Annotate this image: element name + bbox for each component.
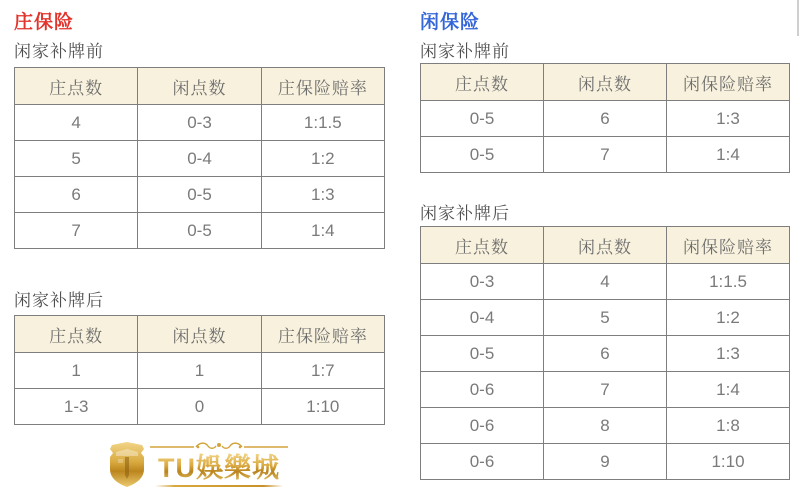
cell-banker-points: 1 (15, 353, 138, 389)
col-player-points: 闲点数 (544, 227, 667, 264)
table-row (421, 336, 790, 372)
cell-banker-points: 5 (15, 141, 138, 177)
cell-banker-points: 0-3 (421, 264, 544, 300)
col-player-points: 闲点数 (544, 64, 667, 101)
cell-odds: 1:1.5 (261, 105, 384, 141)
cell-odds: 1:4 (667, 137, 790, 173)
cell-odds: 1:8 (667, 408, 790, 444)
table-row (15, 105, 385, 141)
table-row (15, 141, 385, 177)
table-row (15, 353, 385, 389)
shield-icon (106, 439, 148, 488)
cell-odds: 1:4 (261, 213, 384, 249)
table-row (421, 444, 790, 480)
table-row (421, 101, 790, 137)
table-header-row (15, 316, 385, 353)
banker-after-draw-table (14, 315, 385, 425)
cell-player-points: 7 (544, 137, 667, 173)
banker-before-draw-table (14, 67, 385, 249)
brand-logo (106, 439, 288, 488)
cell-banker-points: 7 (15, 213, 138, 249)
table-header-row (421, 227, 790, 264)
cell-banker-points: 6 (15, 177, 138, 213)
player-before-draw-label: 闲家补牌前 (420, 42, 510, 61)
cell-banker-points: 0-5 (421, 101, 544, 137)
cell-player-points: 8 (544, 408, 667, 444)
cell-banker-points: 4 (15, 105, 138, 141)
table-row (15, 213, 385, 249)
table-header-row (15, 68, 385, 105)
cell-player-points: 7 (544, 372, 667, 408)
flourish-ornament-icon (150, 440, 288, 453)
cell-player-points: 0-4 (138, 141, 261, 177)
logo-text-block (150, 440, 288, 487)
cell-odds: 1:1.5 (667, 264, 790, 300)
logo-underline (155, 485, 283, 487)
cell-banker-points: 0-5 (421, 336, 544, 372)
cell-odds: 1:3 (667, 101, 790, 137)
cell-odds: 1:10 (261, 389, 384, 425)
table-row (421, 372, 790, 408)
col-odds: 庄保险赔率 (261, 68, 384, 105)
cell-player-points: 5 (544, 300, 667, 336)
cell-player-points: 9 (544, 444, 667, 480)
table-row (421, 264, 790, 300)
page-edge-line (797, 0, 799, 36)
cell-banker-points: 1-3 (15, 389, 138, 425)
cell-banker-points: 0-6 (421, 444, 544, 480)
col-banker-points: 庄点数 (421, 64, 544, 101)
table-row (15, 177, 385, 213)
brand-logo-text: TU娛樂城 (158, 453, 280, 483)
cell-odds: 1:10 (667, 444, 790, 480)
table-row (15, 389, 385, 425)
col-odds: 闲保险赔率 (667, 227, 790, 264)
cell-banker-points: 0-6 (421, 408, 544, 444)
col-player-points: 闲点数 (138, 68, 261, 105)
banker-after-draw-label: 闲家补牌后 (14, 291, 104, 310)
table-header-row (421, 64, 790, 101)
cell-odds: 1:3 (667, 336, 790, 372)
col-banker-points: 庄点数 (421, 227, 544, 264)
cell-banker-points: 0-4 (421, 300, 544, 336)
cell-odds: 1:2 (261, 141, 384, 177)
col-odds: 闲保险赔率 (667, 64, 790, 101)
cell-player-points: 4 (544, 264, 667, 300)
cell-odds: 1:4 (667, 372, 790, 408)
cell-player-points: 0-5 (138, 177, 261, 213)
cell-player-points: 0-5 (138, 213, 261, 249)
cell-odds: 1:3 (261, 177, 384, 213)
cell-player-points: 0 (138, 389, 261, 425)
banker-insurance-title: 庄保险 (14, 12, 75, 33)
banker-before-draw-label: 闲家补牌前 (14, 42, 104, 61)
cell-player-points: 1 (138, 353, 261, 389)
cell-player-points: 6 (544, 101, 667, 137)
player-after-draw-table (420, 226, 790, 480)
col-player-points: 闲点数 (138, 316, 261, 353)
player-insurance-title: 闲保险 (420, 12, 481, 33)
cell-odds: 1:2 (667, 300, 790, 336)
cell-odds: 1:7 (261, 353, 384, 389)
col-banker-points: 庄点数 (15, 68, 138, 105)
cell-player-points: 6 (544, 336, 667, 372)
cell-player-points: 0-3 (138, 105, 261, 141)
cell-banker-points: 0-6 (421, 372, 544, 408)
cell-banker-points: 0-5 (421, 137, 544, 173)
table-row (421, 300, 790, 336)
col-odds: 庄保险赔率 (261, 316, 384, 353)
table-row (421, 137, 790, 173)
col-banker-points: 庄点数 (15, 316, 138, 353)
player-before-draw-table (420, 63, 790, 173)
player-after-draw-label: 闲家补牌后 (420, 204, 510, 223)
table-row (421, 408, 790, 444)
